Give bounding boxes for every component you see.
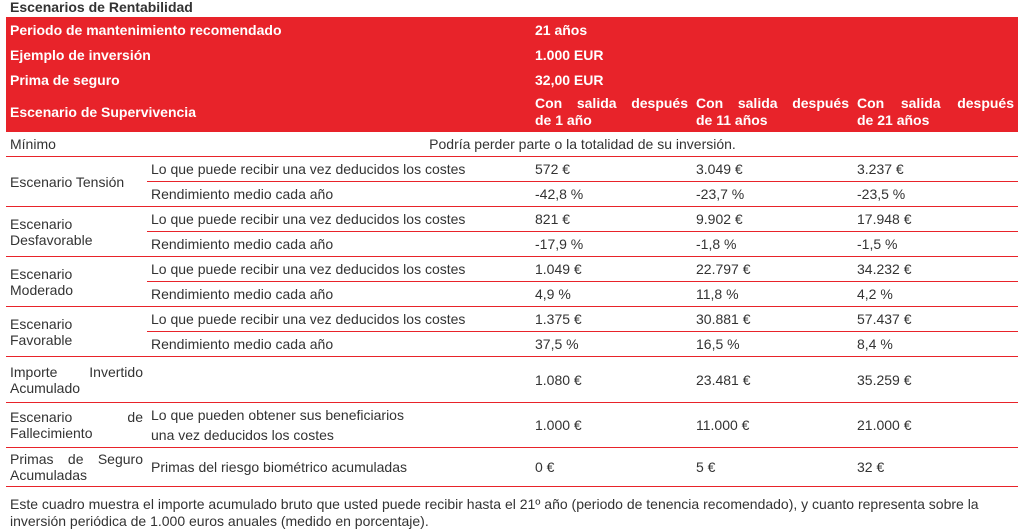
summary-value: 32,00 EUR [531, 67, 1018, 92]
column-header-2 [692, 92, 853, 132]
row-label: Rendimiento medio cada año [147, 182, 531, 207]
death-label [6, 403, 147, 448]
table-row [6, 182, 1018, 207]
premiums-label-line2: Acumuladas [10, 467, 88, 483]
death-row [6, 403, 1018, 448]
scenario-header-label: Escenario de Supervivencia [6, 92, 531, 132]
summary-label: Prima de seguro [6, 67, 531, 92]
table-row [6, 257, 1018, 282]
summary-label: Periodo de mantenimiento recomendado [6, 17, 531, 42]
table-cell: 821 € [531, 207, 692, 232]
scenario-name: Escenario Tensión [6, 157, 147, 207]
table-row [6, 332, 1018, 357]
scenario-name-line1: Escenario [10, 265, 73, 282]
minimum-label: Mínimo [6, 132, 147, 157]
premiums-label [6, 448, 147, 487]
table-cell: -1,8 % [692, 232, 853, 257]
summary-row [6, 42, 1018, 67]
table-cell: 22.797 € [692, 257, 853, 282]
table-cell: 21.000 € [853, 403, 1018, 448]
column-header-3-line2: de 21 años [857, 112, 930, 128]
table-cell: -1,5 % [853, 232, 1018, 257]
section-title: Escenarios de Rentabilidad [10, 0, 193, 15]
summary-label: Ejemplo de inversión [6, 42, 531, 67]
death-label-line1: Escenario de [10, 409, 143, 425]
scenario-name-line1: Escenario [10, 215, 73, 232]
death-label-line2: Fallecimiento [10, 425, 93, 441]
table-cell: 8,4 % [853, 332, 1018, 357]
row-label: Primas del riesgo biométrico acumuladas [147, 448, 531, 487]
column-header-2-line2: de 11 años [696, 112, 768, 128]
column-header-1-line2: de 1 año [535, 112, 592, 128]
table-cell: 1.049 € [531, 257, 692, 282]
invested-label-line2: Acumulado [10, 379, 81, 396]
table-row [6, 307, 1018, 332]
scenario-name [6, 307, 147, 357]
table-cell: 4,9 % [531, 282, 692, 307]
table-cell: -23,5 % [853, 182, 1018, 207]
row-label: Lo que puede recibir una vez deducidos los costes [147, 157, 531, 182]
scenario-name-line2: Favorable [10, 331, 73, 348]
death-desc-line2: una vez deducidos los costes [151, 427, 334, 443]
table-cell: 11,8 % [692, 282, 853, 307]
table-cell: 3.049 € [692, 157, 853, 182]
row-label: Rendimiento medio cada año [147, 282, 531, 307]
scenario-name [6, 207, 147, 257]
table-row [6, 232, 1018, 257]
performance-scenarios-table [6, 17, 1018, 487]
premiums-row [6, 448, 1018, 487]
table-cell: 11.000 € [692, 403, 853, 448]
minimum-row [6, 132, 1018, 157]
table-cell: 5 € [692, 448, 853, 487]
footnote: Este cuadro muestra el importe acumulado bruto que usted puede recibir hasta el 21º año (periodo de tenencia recomendado), y cuanto representa sobre la inversión periódica de 1.000 euros anuales (medido en porcentaje). [10, 496, 979, 529]
table-row [6, 282, 1018, 307]
scenario-name-line2: Moderado [10, 281, 74, 298]
scenario-name-line2: Desfavorable [10, 231, 93, 248]
table-cell: 34.232 € [853, 257, 1018, 282]
row-label: Rendimiento medio cada año [147, 332, 531, 357]
row-label: Rendimiento medio cada año [147, 232, 531, 257]
table-row [6, 157, 1018, 182]
column-header-2-line1: Con salida después [696, 95, 849, 111]
summary-value: 21 años [531, 17, 1018, 42]
column-header-3-line1: Con salida después [857, 95, 1014, 111]
column-header-3 [853, 92, 1018, 132]
table-cell: 17.948 € [853, 207, 1018, 232]
death-desc-line1: Lo que pueden obtener sus beneficiarios [151, 407, 404, 423]
row-label [147, 357, 531, 403]
table-cell: 37,5 % [531, 332, 692, 357]
minimum-text: Podría perder parte o la totalidad de su inversión. [147, 132, 1018, 157]
table-cell: 1.375 € [531, 307, 692, 332]
table-cell: 57.437 € [853, 307, 1018, 332]
invested-row [6, 357, 1018, 403]
table-cell: 0 € [531, 448, 692, 487]
table-cell: 35.259 € [853, 357, 1018, 403]
table-row [6, 207, 1018, 232]
table-cell: 16,5 % [692, 332, 853, 357]
scenario-name [6, 257, 147, 307]
summary-row [6, 67, 1018, 92]
summary-row [6, 17, 1018, 42]
table-cell: -23,7 % [692, 182, 853, 207]
table-cell: 1.080 € [531, 357, 692, 403]
table-cell: -17,9 % [531, 232, 692, 257]
scenario-header-row [6, 92, 1018, 132]
row-label [147, 403, 531, 448]
row-label: Lo que puede recibir una vez deducidos los costes [147, 307, 531, 332]
premiums-label-line1: Primas de Seguro [10, 451, 143, 467]
row-label: Lo que puede recibir una vez deducidos los costes [147, 207, 531, 232]
table-cell: 9.902 € [692, 207, 853, 232]
column-header-1-line1: Con salida después [535, 95, 688, 111]
table-cell: 3.237 € [853, 157, 1018, 182]
table-cell: 32 € [853, 448, 1018, 487]
row-label: Lo que puede recibir una vez deducidos los costes [147, 257, 531, 282]
table-cell: 23.481 € [692, 357, 853, 403]
scenario-name-line1: Escenario [10, 315, 73, 332]
summary-value: 1.000 EUR [531, 42, 1018, 67]
table-cell: -42,8 % [531, 182, 692, 207]
table-cell: 1.000 € [531, 403, 692, 448]
table-cell: 4,2 % [853, 282, 1018, 307]
invested-label-line1: Importe Invertido [10, 363, 143, 380]
table-cell: 30.881 € [692, 307, 853, 332]
invested-label [6, 357, 147, 403]
column-header-1 [531, 92, 692, 132]
table-cell: 572 € [531, 157, 692, 182]
